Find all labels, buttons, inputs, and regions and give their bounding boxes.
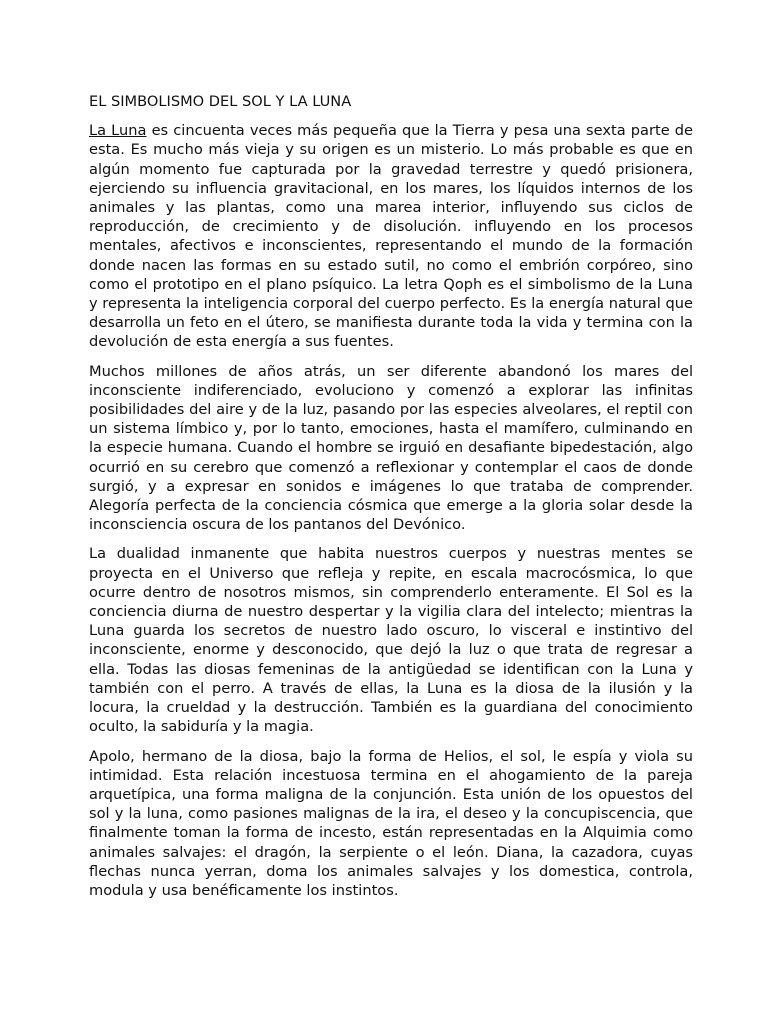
- document-page: [89, 92, 693, 910]
- paragraph-3: La dualidad inmanente que habita nuestros cuerpos y nuestras mentes se proyecta en el Universo que refleja y repite, en escala macrocósmica, lo que ocurre dentro de nosotros mismos, sin comprenderlo enteramente. El Sol es la conciencia diurna de nuestro despertar y la vigilia clara del intelecto; mientras la Luna guarda los secretos de nuestro lado oscuro, lo visceral e instintivo del inconsciente, enorme y desconocido, que dejó la luz o que trata de regresar a ella. Todas las diosas femeninas de la antigüedad se identifican con la Luna y también con el perro. A través de ellas, la Luna es la diosa de la ilusión y la locura, la crueldad y la destrucción. También es la guardiana del conocimiento oculto, la sabiduría y la magia.: [89, 545, 693, 736]
- paragraph-1-text: es cincuenta veces más pequeña que la Tierra y pesa una sexta parte de esta. Es mucho más vieja y su origen es un misterio. Lo más probable es que en algún momento fue capturada por la gravedad terrestre y quedó prisionera, ejerciendo su influencia gravitacional, en los mares, los líquidos internos de los animales y las plantas, como una marea interior, influyendo sus ciclos de reproducción, de crecimiento y de disolución. influyendo en los procesos mentales, afectivos e inconscientes, representando el mundo de la formación donde nacen las formas en su estado sutil, no como el embrión corpóreo, sino como el prototipo en el plano psíquico. La letra Qoph es el simbolismo de la Luna y representa la inteligencia corporal del cuerpo perfecto. Es la energía natural que desarrolla un feto en el útero, se manifiesta durante toda la vida y termina con la devolución de esta energía a sus fuentes.: [89, 122, 694, 351]
- paragraph-1: [89, 121, 693, 351]
- paragraph-2: Muchos millones de años atrás, un ser diferente abandonó los mares del inconsciente indiferenciado, evoluciono y comenzó a explorar las infinitas posibilidades del aire y de la luz, pasando por las especies alveolares, el reptil con un sistema límbico y, por lo tanto, emociones, hasta el mamífero, culminando en la especie humana. Cuando el hombre se irguió en desafiante bipedestación, algo ocurrió en su cerebro que comenzó a reflexionar y contemplar el caos de donde surgió, y a expresar en sonidos e imágenes lo que trataba de comprender. Alegoría perfecta de la conciencia cósmica que emerge a la gloria solar desde la inconsciencia oscura de los pantanos del Devónico.: [89, 362, 693, 534]
- document-title: EL SIMBOLISMO DEL SOL Y LA LUNA: [89, 93, 352, 110]
- paragraph-4: Apolo, hermano de la diosa, bajo la forma de Helios, el sol, le espía y viola su intimidad. Esta relación incestuosa termina en el ahogamiento de la pareja arquetípica, una forma maligna de la conjunción. Esta unión de los opuestos del sol y la luna, como pasiones malignas de la ira, el deseo y la concupiscencia, que finalmente toman la forma de incesto, están representadas en la Alquimia como animales salvajes: el dragón, la serpiente o el león. Diana, la cazadora, cuyas flechas nunca yerran, doma los animales salvajes y los domestica, controla, modula y usa benéficamente los instintos.: [89, 747, 693, 899]
- la-luna-link[interactable]: La Luna: [89, 122, 147, 140]
